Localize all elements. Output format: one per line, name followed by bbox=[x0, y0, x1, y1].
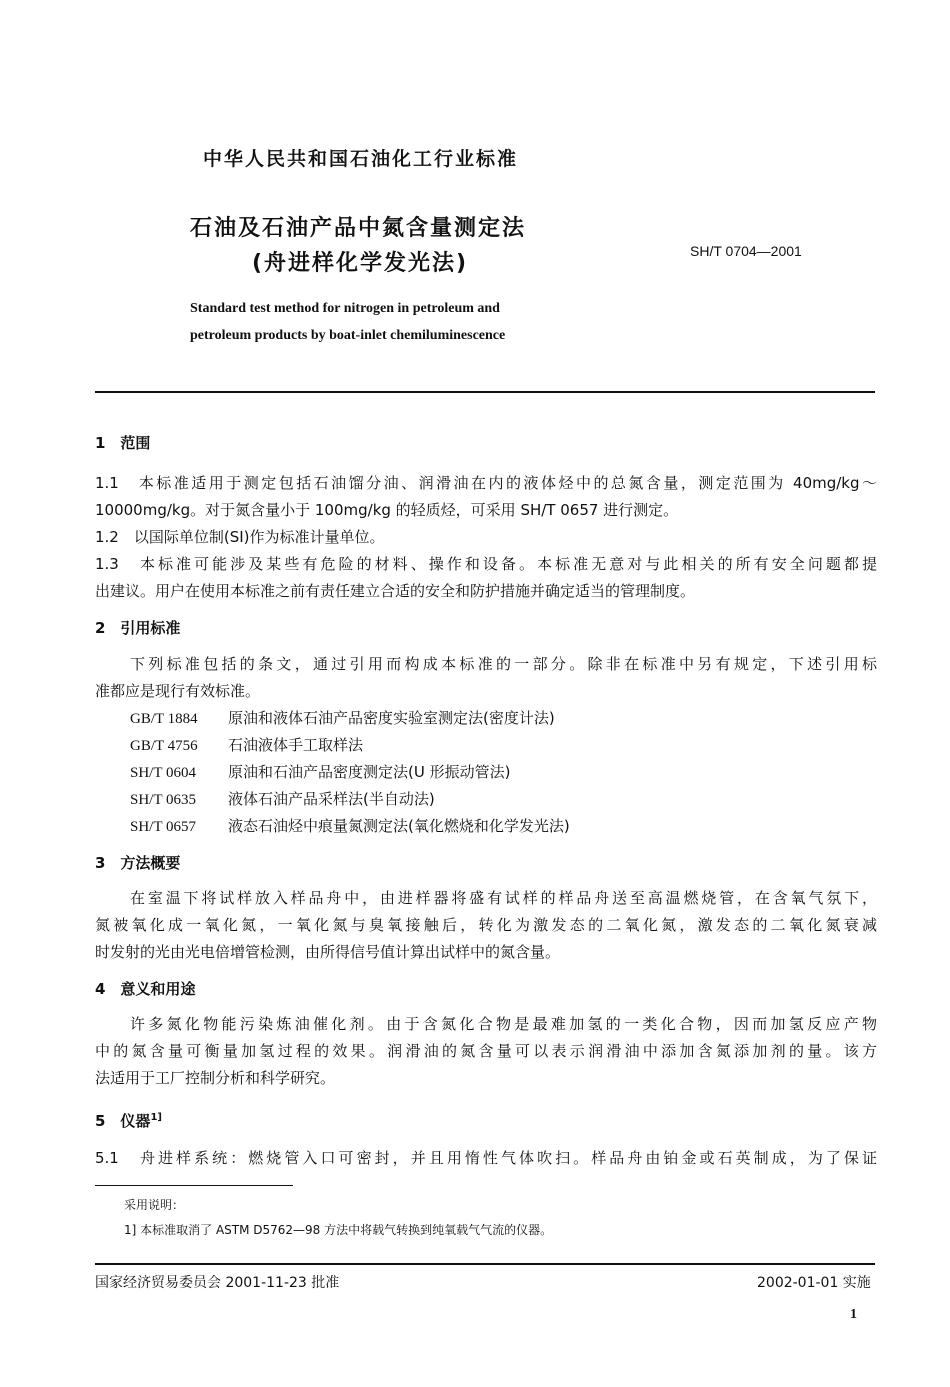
clause-1-1-line2: 10000mg/kg。对于氮含量小于 100mg/kg 的轻质烃，可采用 SH/T 0657 进行测定。 bbox=[95, 501, 679, 519]
clause-1-2: 1.2 以国际单位制(SI)作为标准计量单位。 bbox=[95, 528, 385, 546]
footnote-label: 采用说明： bbox=[124, 1198, 185, 1212]
page-number: 1 bbox=[850, 1307, 857, 1322]
reference-title: 液态石油烃中痕量氮测定法(氧化燃烧和化学发光法) bbox=[228, 817, 570, 835]
clause-1-1-line1: 1.1 本标准适用于测定包括石油馏分油、润滑油在内的液体烃中的总氮含量，测定范围为 40mg/kg～ bbox=[95, 474, 877, 492]
section-2-intro-line2: 准都应是现行有效标准。 bbox=[95, 682, 261, 700]
english-title-line2: petroleum products by boat-inlet chemiluminescence bbox=[190, 328, 506, 343]
reference-code: SH/T 0657 bbox=[130, 819, 196, 835]
section-5-title: 5 仪器 bbox=[95, 1112, 151, 1130]
section-2-intro-line1: 下列标准包括的条文，通过引用而构成本标准的一部分。除非在标准中另有规定，下述引用标 bbox=[130, 655, 877, 673]
section-1-heading: 1 范围 bbox=[95, 434, 151, 452]
standard-category: 中华人民共和国石油化工行业标准 bbox=[203, 148, 519, 170]
reference-item bbox=[130, 762, 912, 783]
chinese-title-line1: 石油及石油产品中氮含量测定法 bbox=[190, 216, 527, 241]
clause-1-3-line1: 1.3 本标准可能涉及某些有危险的材料、操作和设备。本标准无意对与此相关的所有安全问题都提 bbox=[95, 555, 877, 573]
english-title-line1: Standard test method for nitrogen in petroleum and bbox=[190, 301, 500, 316]
clause-1-3-line2: 出建议。用户在使用本标准之前有责任建立合适的安全和防护措施并确定适当的管理制度。 bbox=[95, 582, 696, 600]
footnote-marker: 1] bbox=[150, 1112, 162, 1123]
section-3-heading: 3 方法概要 bbox=[95, 854, 181, 872]
reference-title: 液体石油产品采样法(半自动法) bbox=[228, 790, 435, 808]
section-5-heading bbox=[95, 1108, 877, 1131]
section-4-line3: 法适用于工厂控制分析和科学研究。 bbox=[95, 1069, 336, 1087]
section-4-line1: 许多氮化物能污染炼油催化剂。由于含氮化合物是最难加氢的一类化合物，因而加氢反应产物 bbox=[130, 1015, 877, 1033]
reference-item bbox=[130, 816, 912, 837]
footnote-text: 1] 本标准取消了 ASTM D5762—98 方法中将载气转换到纯氧载气气流的仪器。 bbox=[124, 1223, 553, 1237]
approval-info: 国家经济贸易委员会 2001-11-23 批准 bbox=[95, 1275, 340, 1291]
standard-number: SH/T 0704—2001 bbox=[690, 243, 802, 259]
footnote-divider bbox=[95, 1185, 293, 1186]
reference-code: SH/T 0604 bbox=[130, 765, 196, 781]
section-4-line2: 中的氮含量可衡量加氢过程的效果。润滑油的氮含量可以表示润滑油中添加含氮添加剂的量。该方 bbox=[95, 1042, 877, 1060]
reference-item bbox=[130, 708, 912, 729]
section-2-heading: 2 引用标准 bbox=[95, 619, 181, 637]
reference-title: 原油和石油产品密度测定法(U 形振动管法) bbox=[228, 763, 511, 781]
reference-item bbox=[130, 789, 912, 810]
reference-code: GB/T 4756 bbox=[130, 738, 198, 754]
header-divider bbox=[95, 391, 875, 393]
reference-code: GB/T 1884 bbox=[130, 711, 198, 727]
reference-item bbox=[130, 735, 912, 756]
implementation-date: 2002-01-01 实施 bbox=[757, 1275, 871, 1291]
footer-divider bbox=[95, 1263, 875, 1265]
chinese-title-line2: (舟进样化学发光法) bbox=[252, 251, 469, 276]
reference-code: SH/T 0635 bbox=[130, 792, 196, 808]
reference-title: 原油和液体石油产品密度实验室测定法(密度计法) bbox=[228, 709, 555, 727]
section-4-heading: 4 意义和用途 bbox=[95, 980, 196, 998]
section-3-line3: 时发射的光由光电倍增管检测，由所得信号值计算出试样中的氮含量。 bbox=[95, 943, 561, 961]
clause-5-1-line1: 5.1 舟进样系统：燃烧管入口可密封，并且用惰性气体吹扫。样品舟由铂金或石英制成，为了保证 bbox=[95, 1149, 877, 1167]
reference-title: 石油液体手工取样法 bbox=[228, 736, 364, 754]
section-3-line1: 在室温下将试样放入样品舟中，由进样器将盛有试样的样品舟送至高温燃烧管，在含氧气氛下， bbox=[130, 889, 877, 907]
section-3-line2: 氮被氧化成一氧化氮，一氧化氮与臭氧接触后，转化为激发态的二氧化氮，激发态的二氧化氮衰减 bbox=[95, 916, 877, 934]
